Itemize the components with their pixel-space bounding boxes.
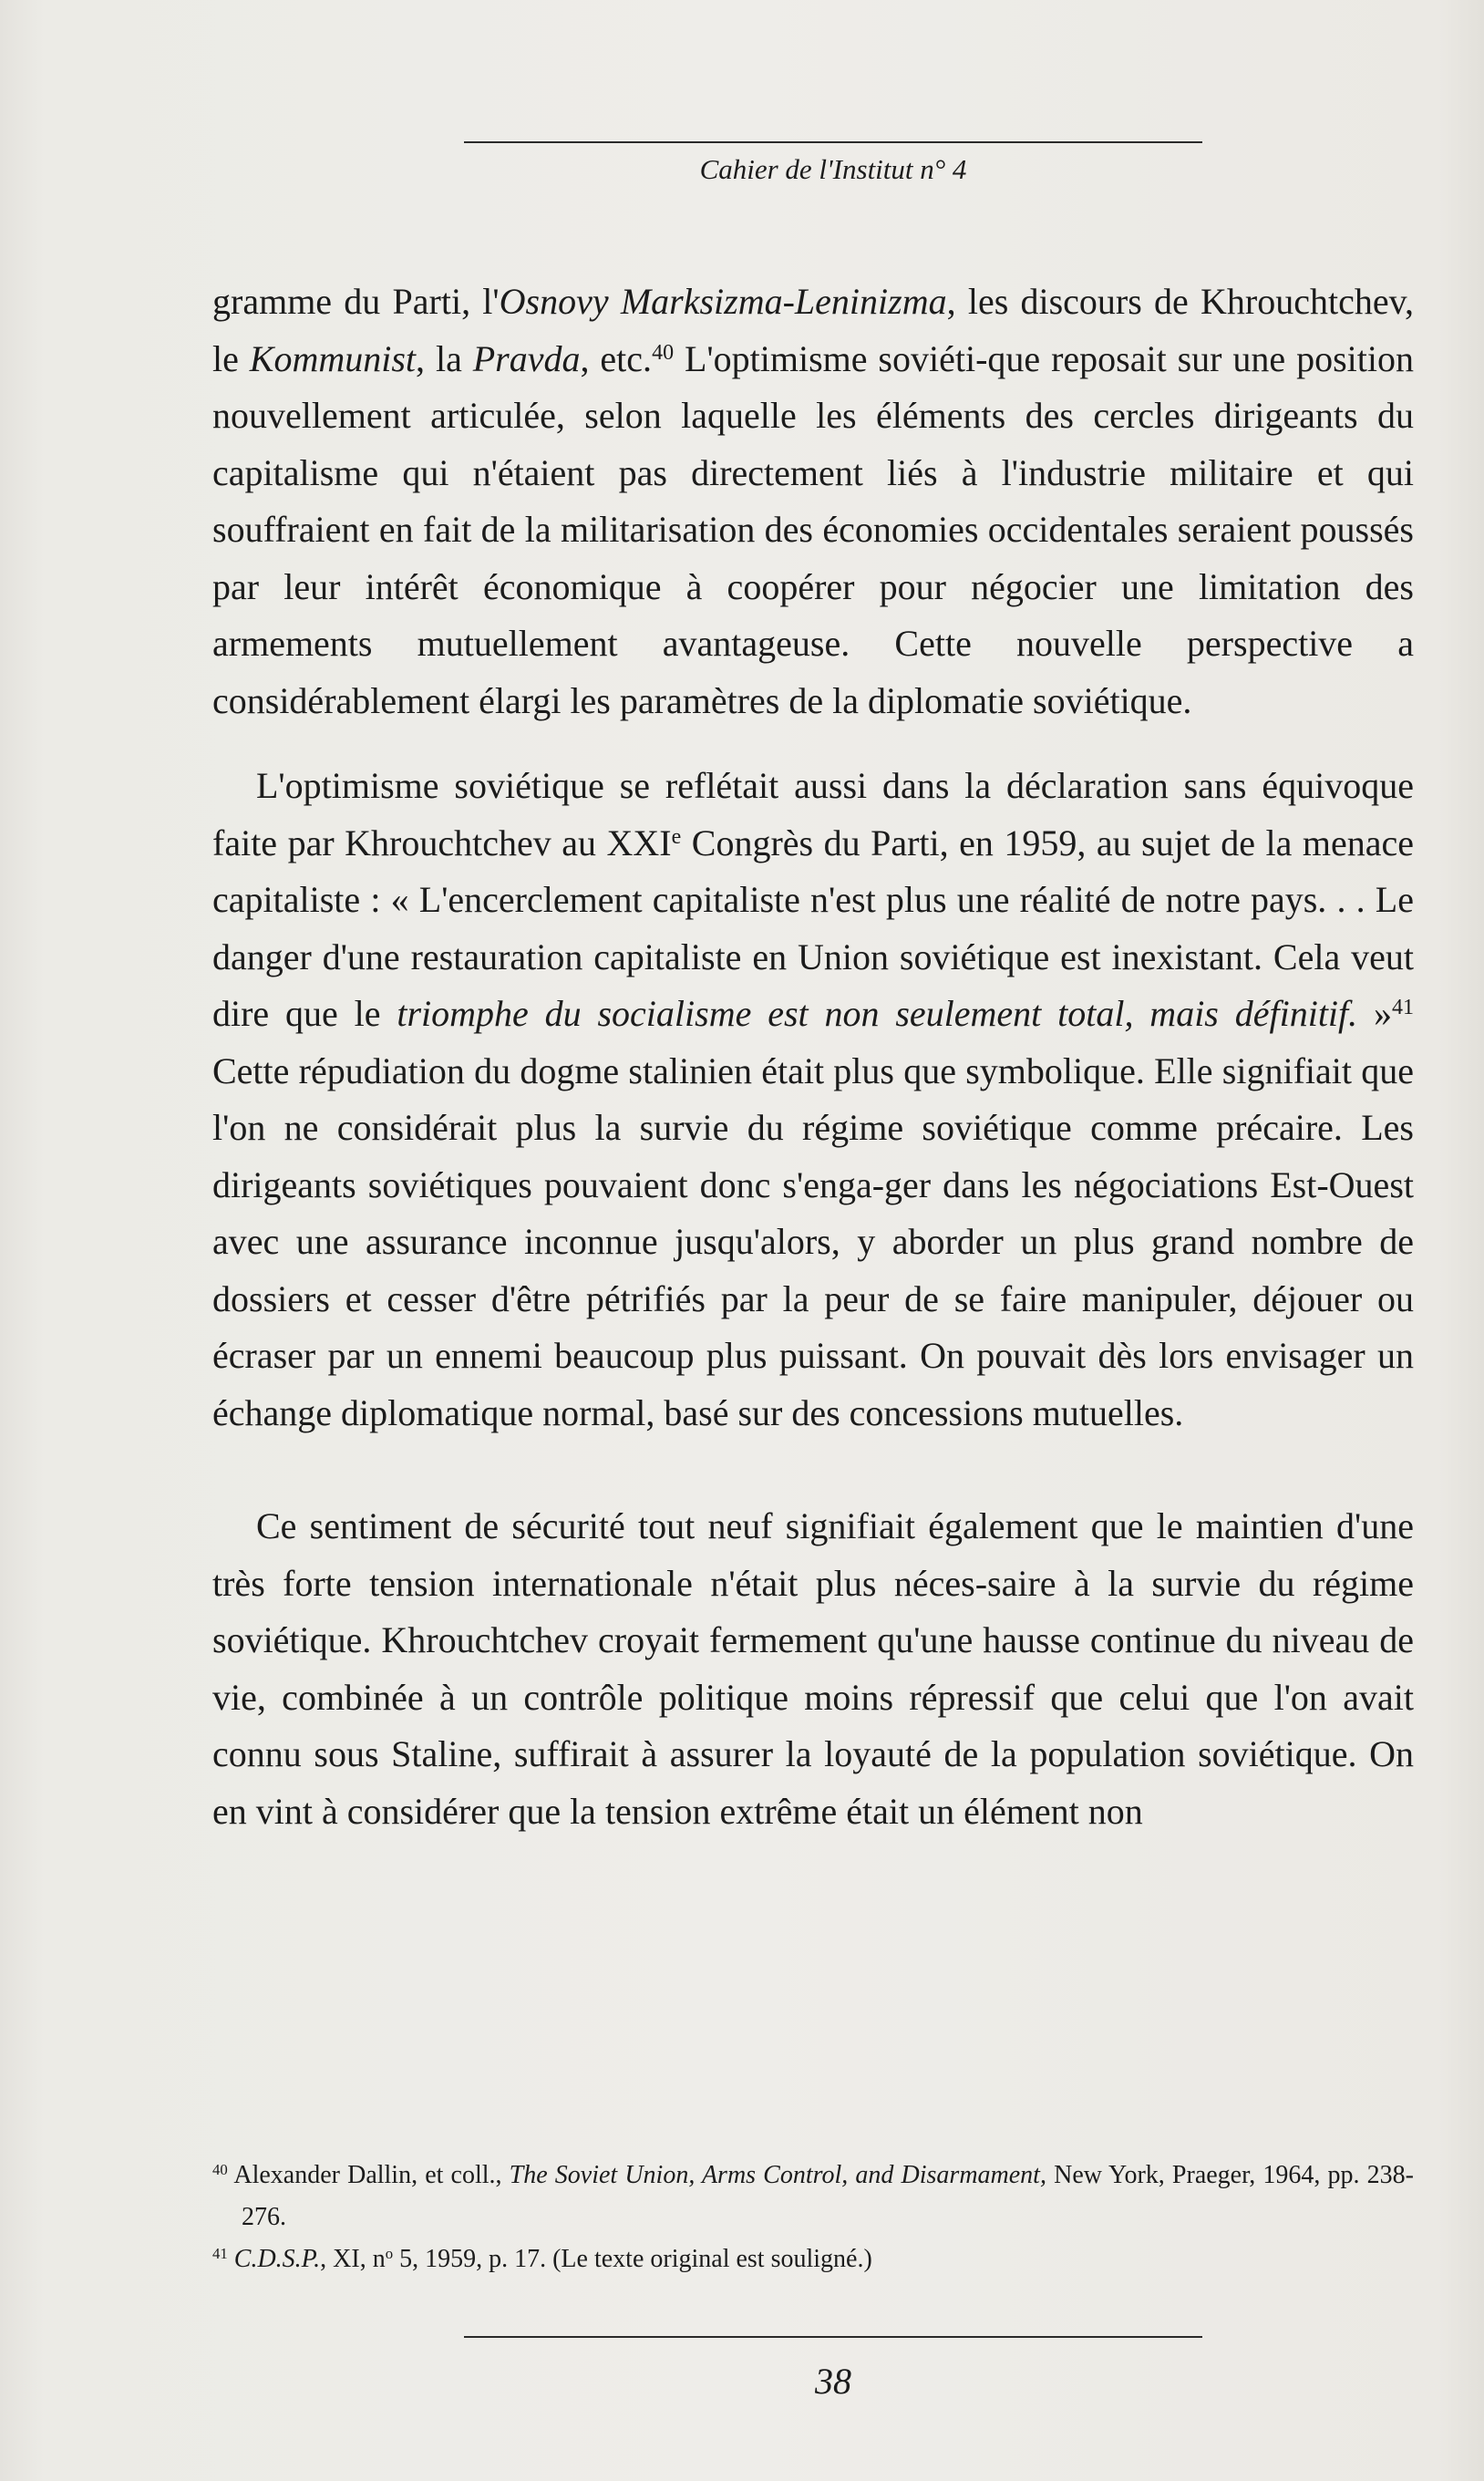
footnote-ref-40[interactable]: 40 bbox=[652, 340, 675, 365]
footnote-ref-41[interactable]: 41 bbox=[1392, 995, 1415, 1019]
italic-source: C.D.S.P. bbox=[233, 2245, 321, 2273]
paragraph-2 bbox=[212, 758, 1414, 1442]
text-run: , les discours de Khrouchtchev, le bbox=[212, 281, 1415, 379]
footnote-number: 40 bbox=[212, 2160, 228, 2178]
header-rule bbox=[464, 141, 1202, 143]
paragraph-3 bbox=[212, 1498, 1414, 1840]
text-run: 5, 1959, p. 17. (Le texte original est souligné.) bbox=[393, 2245, 872, 2273]
italic-quote: triomphe du socialisme est non seulement total, mais définitif. bbox=[397, 993, 1358, 1034]
italic-book-title: The Soviet Union, Arms Control, and Disarmament, bbox=[509, 2161, 1046, 2189]
footnote-number: 41 bbox=[212, 2244, 228, 2262]
text-run: L'optimisme soviéti-que reposait sur une position nouvellement articulée, selon laquelle les éléments des cercles dirigeants du capitalisme qui n'étaient pas directement liés à l'industrie militaire et qui souffraient en fait de la militarisation des économies occidentales seraient poussés par leur intérêt économique à coopérer pour négocier une limitation des armements mutuellement avantageuse. Cette nouvelle perspective a considérablement élargi les paramètres de la diplomatie soviétique. bbox=[212, 337, 1414, 721]
text-run: gramme du Parti, l' bbox=[212, 281, 500, 322]
text-run: , etc. bbox=[580, 337, 653, 379]
italic-title-kommunist: Kommunist bbox=[249, 337, 417, 379]
paragraph-1 bbox=[212, 274, 1414, 729]
ordinal-superscript: e bbox=[671, 824, 682, 849]
italic-title-pravda: Pravda bbox=[472, 337, 581, 379]
page-number: 38 bbox=[815, 2361, 851, 2402]
text-run: Cette répudiation du dogme stalinien était plus que symbolique. Elle signifiait que l'on ne considérait plus la survie du régime soviétique comme précaire. Les dirigeants soviétiques pouvaient donc s'enga-ger dans les négociations Est-Ouest avec une assurance inconnue jusqu'alors, y aborder un plus grand nombre de dossiers et cesser d'être pétrifiés par la peur de se faire manipuler, déjouer ou écraser par un ennemi beaucoup plus puissant. On pouvait dès lors envisager un échange diplomatique normal, basé sur des concessions mutuelles. bbox=[212, 1049, 1414, 1433]
footnote-41 bbox=[212, 2238, 1414, 2280]
text-run bbox=[228, 2245, 234, 2273]
text-run: , la bbox=[416, 337, 473, 379]
footnotes bbox=[212, 2155, 1414, 2280]
numero-superscript: o bbox=[385, 2244, 394, 2262]
text-run: Congrès du Parti, en 1959, au sujet de la menace capitaliste : « L'encerclement capitaliste n'est plus une réalité de notre pays. . . Le danger d'une restauration capitaliste en Union soviétique est inexistant. Cela veut dire que le bbox=[212, 822, 1414, 1034]
text-run: L'optimisme soviétique se reflétait aussi dans la déclaration sans équivoque faite par Khrouchtchev au XXI bbox=[212, 765, 1414, 863]
text-run: Alexander Dallin, et coll., bbox=[227, 2161, 510, 2189]
text-run: , XI, n bbox=[320, 2245, 386, 2273]
footer-rule bbox=[464, 2336, 1202, 2338]
body-text bbox=[212, 274, 1414, 1840]
text-run: New York, Praeger, 1964, pp. 238-276. bbox=[242, 2161, 1414, 2231]
italic-title-osnovy: Osnovy Marksizma-Leninizma bbox=[499, 281, 947, 322]
text-run: » bbox=[1357, 993, 1393, 1034]
running-header: Cahier de l'Institut n° 4 bbox=[699, 153, 967, 185]
text-run: Ce sentiment de sécurité tout neuf signifiait également que le maintien d'une très forte tension internationale n'était plus néces-saire à la survie du régime soviétique. Khrouchtchev croyait fermement qu'une hausse continue du niveau de vie, combinée à un contrôle politique moins répressif que celui que l'on avait connu sous Staline, suffirait à assurer la loyauté de la population soviétique. On en vint à considérer que la tension extrême était un élément non bbox=[212, 1505, 1414, 1832]
footnote-40 bbox=[212, 2155, 1414, 2238]
